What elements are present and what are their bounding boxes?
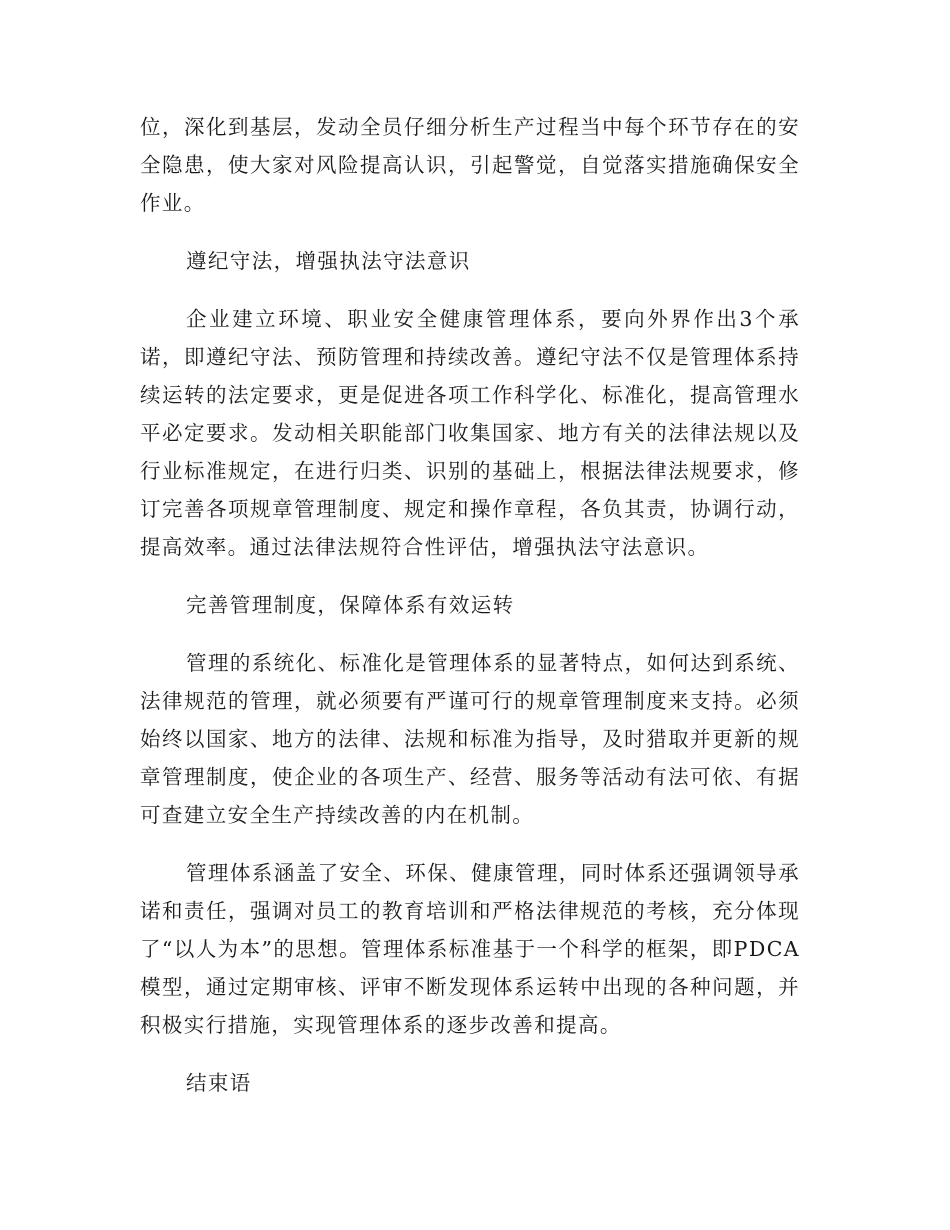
paragraph-pdca: 管理体系涵盖了安全、环保、健康管理，同时体系还强调领导承诺和责任，强调对员工的教育培训和严格法律规范的考核，充分体现了“以人为本”的思想。管理体系标准基于一个科学的框架，即PDCA模型，通过定期审核、评审不断发现体系运转中出现的各种问题，并积极实行措施，实现管理体系的逐步改善和提高。 bbox=[140, 861, 800, 1037]
document-body bbox=[140, 108, 800, 1122]
paragraph-management-system: 管理的系统化、标准化是管理体系的显著特点，如何达到系统、法律规范的管理，就必须要有严谨可行的规章管理制度来支持。必须始终以国家、地方的法律、法规和标准为指导，及时猎取并更新的规章管理制度，使企业的各项生产、经营、服务等活动有法可依、有据可查建立安全生产持续改善的内在机制。 bbox=[140, 651, 800, 827]
paragraph-continuation: 位，深化到基层，发动全员仔细分析生产过程当中每个环节存在的安全隐患，使大家对风险提高认识，引起警觉，自觉落实措施确保安全作业。 bbox=[140, 115, 800, 215]
section-heading-conclusion: 结束语 bbox=[186, 1071, 252, 1095]
paragraph-law-compliance: 企业建立环境、职业安全健康管理体系，要向外界作出3个承诺，即遵纪守法、预防管理和持续改善。遵纪守法不仅是管理体系持续运转的法定要求，更是促进各项工作科学化、标准化，提高管理水平必定要求。发动相关职能部门收集国家、地方有关的法律法规以及行业标准规定，在进行归类、识别的基础上，根据法律法规要求，修订完善各项规章管理制度、规定和操作章程，各负其责，协调行动，提高效率。通过法律法规符合性评估，增强执法守法意识。 bbox=[140, 307, 800, 559]
section-heading-law-compliance: 遵纪守法，增强执法守法意识 bbox=[186, 249, 471, 273]
section-heading-management-system: 完善管理制度，保障体系有效运转 bbox=[186, 593, 515, 617]
